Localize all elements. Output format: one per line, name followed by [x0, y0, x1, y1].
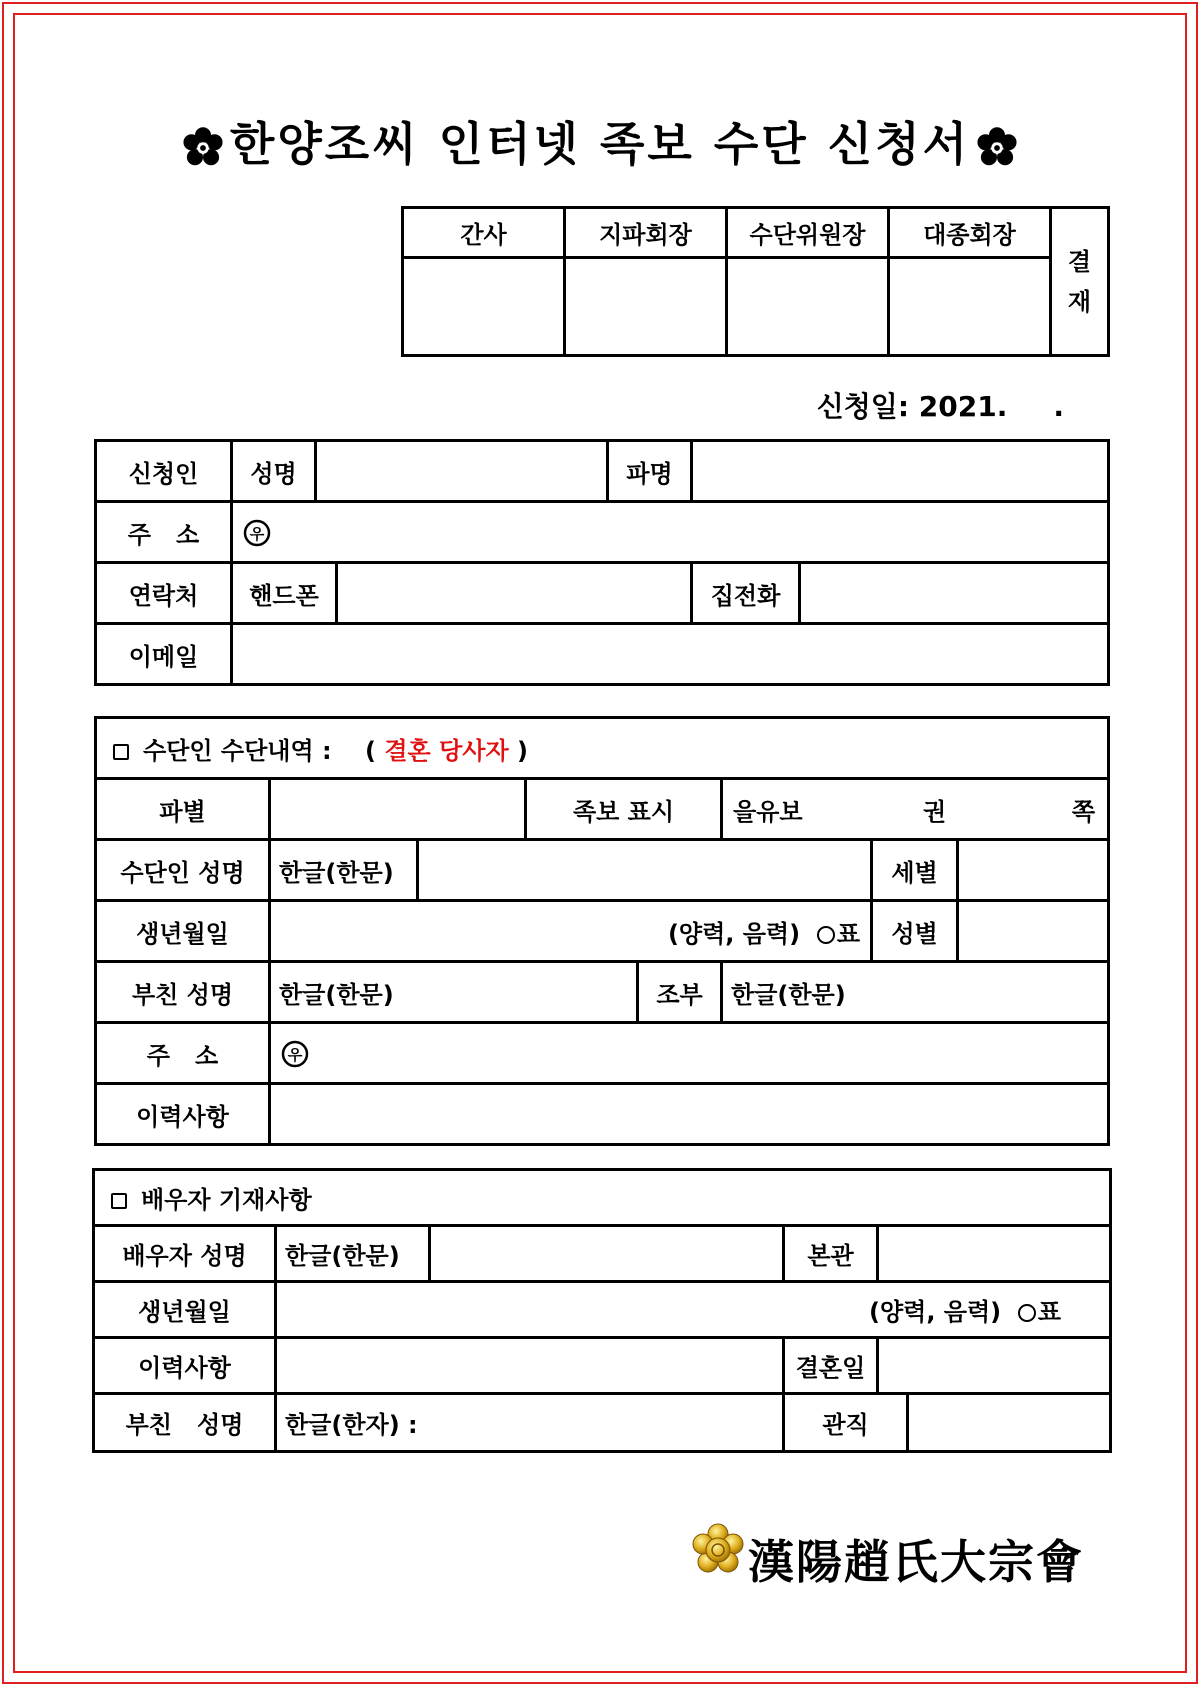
applicant-header: 신청인	[96, 441, 232, 502]
circle-mark-icon	[1018, 1304, 1036, 1322]
form-title: 한양조씨 인터넷 족보 수단 신청서	[229, 117, 971, 171]
approval-sign-clan-chair[interactable]	[889, 258, 1051, 356]
recipient-grandfather-field[interactable]	[722, 962, 1109, 1023]
approval-side-2: 재	[1067, 287, 1092, 316]
applicant-address-label: 주 소	[96, 502, 232, 563]
recipient-table	[94, 716, 1110, 1146]
spouse-hangul-label: 한글(한문)	[276, 1226, 430, 1282]
recipient-highlight: 결혼 당사자	[384, 736, 509, 765]
applicant-email-field[interactable]	[232, 624, 1109, 685]
recipient-birth-label: 생년월일	[96, 901, 270, 962]
approval-side-1: 결	[1067, 247, 1092, 276]
applicant-branch-field[interactable]	[692, 441, 1109, 502]
paren-close: )	[517, 736, 528, 765]
clan-seal	[690, 1522, 1110, 1589]
recipient-name-label: 수단인 성명	[96, 840, 270, 901]
date-label: 신청일: 2021.	[816, 390, 1008, 423]
recipient-genealogy-field[interactable]	[722, 779, 1109, 840]
recipient-branch-label: 파별	[96, 779, 270, 840]
applicant-email-label: 이메일	[96, 624, 232, 685]
recipient-father-field[interactable]	[270, 962, 638, 1023]
spouse-birth-label: 생년월일	[94, 1282, 276, 1338]
postal-icon	[281, 1040, 309, 1068]
postal-mark: 우	[249, 524, 265, 543]
recipient-name-field[interactable]	[418, 840, 872, 901]
recipient-grandfather-label: 조부	[638, 962, 722, 1023]
approval-sign-branch-chair[interactable]	[565, 258, 727, 356]
approval-sign-committee-chair[interactable]	[727, 258, 889, 356]
spouse-birth-field[interactable]	[276, 1282, 1111, 1338]
spouse-origin-field[interactable]	[878, 1226, 1111, 1282]
approval-header-secretary: 간사	[403, 208, 565, 258]
recipient-gender-field[interactable]	[958, 901, 1109, 962]
spouse-father-field[interactable]	[276, 1394, 784, 1452]
spouse-calendar-text: (양력, 음력)	[869, 1298, 1002, 1326]
grandfather-hangul-label: 한글(한문)	[731, 980, 846, 1009]
page-label: 쪽	[1071, 797, 1096, 826]
recipient-birth-field[interactable]	[270, 901, 872, 962]
calendar-text: (양력, 음력)	[667, 919, 801, 948]
mark-text: 표	[836, 919, 860, 948]
form-title-wrap	[0, 108, 1200, 174]
applicant-mobile-field[interactable]	[337, 563, 692, 624]
flower-icon	[974, 125, 1020, 171]
recipient-title-text: 수단인 수단내역 :	[143, 736, 332, 765]
spouse-father-value: 한글(한자) :	[285, 1411, 418, 1439]
recipient-history-label: 이력사항	[96, 1084, 270, 1145]
spouse-title-text: 배우자 기재사항	[141, 1186, 312, 1214]
applicant-home-phone-field[interactable]	[800, 563, 1109, 624]
volume-label: 권	[923, 797, 947, 826]
circle-mark-icon	[817, 926, 835, 944]
recipient-gender-label: 성별	[872, 901, 958, 962]
spouse-origin-label: 본관	[784, 1226, 878, 1282]
recipient-history-field[interactable]	[270, 1084, 1109, 1145]
spouse-lineage-field[interactable]	[908, 1394, 1111, 1452]
spouse-table	[92, 1168, 1112, 1453]
recipient-generation-label: 세별	[872, 840, 958, 901]
spouse-name-field[interactable]	[430, 1226, 784, 1282]
spouse-wedding-label: 결혼일	[784, 1338, 878, 1394]
recipient-generation-field[interactable]	[958, 840, 1109, 901]
spouse-father-label: 부친 성명	[94, 1394, 276, 1452]
recipient-address-label: 주 소	[96, 1023, 270, 1084]
approval-header-committee-chair: 수단위원장	[727, 208, 889, 258]
approval-header-clan-chair: 대종회장	[889, 208, 1051, 258]
approval-header-branch-chair: 지파회장	[565, 208, 727, 258]
spouse-mark-text: 표	[1037, 1298, 1062, 1326]
approval-sign-secretary[interactable]	[403, 258, 565, 356]
father-hangul-label: 한글(한문)	[279, 980, 394, 1009]
spouse-name-label: 배우자 성명	[94, 1226, 276, 1282]
paren-open: (	[365, 736, 376, 765]
clan-emblem-icon	[690, 1522, 746, 1578]
recipient-branch-field[interactable]	[270, 779, 526, 840]
approval-table	[401, 206, 1110, 357]
applicant-mobile-label: 핸드폰	[232, 563, 337, 624]
clan-seal-text: 漢陽趙氏大宗會	[748, 1535, 1084, 1589]
postal-mark: 우	[287, 1045, 303, 1064]
applicant-branch-label: 파명	[608, 441, 692, 502]
postal-icon	[243, 519, 271, 547]
recipient-father-label: 부친 성명	[96, 962, 270, 1023]
spouse-wedding-field[interactable]	[878, 1338, 1111, 1394]
recipient-genealogy-label: 족보 표시	[526, 779, 722, 840]
application-date	[817, 385, 1064, 425]
flower-icon	[180, 125, 226, 171]
applicant-table	[94, 439, 1110, 686]
applicant-contact-label: 연락처	[96, 563, 232, 624]
spouse-history-field[interactable]	[276, 1338, 784, 1394]
checkbox-icon	[113, 744, 129, 760]
checkbox-icon	[111, 1193, 127, 1209]
spouse-section-title	[94, 1170, 1111, 1226]
spouse-lineage-label: 관직	[784, 1394, 908, 1452]
applicant-home-phone-label: 집전화	[692, 563, 800, 624]
applicant-name-field[interactable]	[316, 441, 608, 502]
recipient-address-field[interactable]	[270, 1023, 1109, 1084]
date-dot: .	[1053, 390, 1064, 423]
recipient-section-title	[96, 718, 1109, 779]
approval-side-label	[1051, 208, 1109, 356]
spouse-history-label: 이력사항	[94, 1338, 276, 1394]
applicant-address-field[interactable]	[232, 502, 1109, 563]
applicant-name-label: 성명	[232, 441, 316, 502]
recipient-hangul-label: 한글(한문)	[270, 840, 418, 901]
genealogy-value: 을유보	[733, 797, 803, 826]
